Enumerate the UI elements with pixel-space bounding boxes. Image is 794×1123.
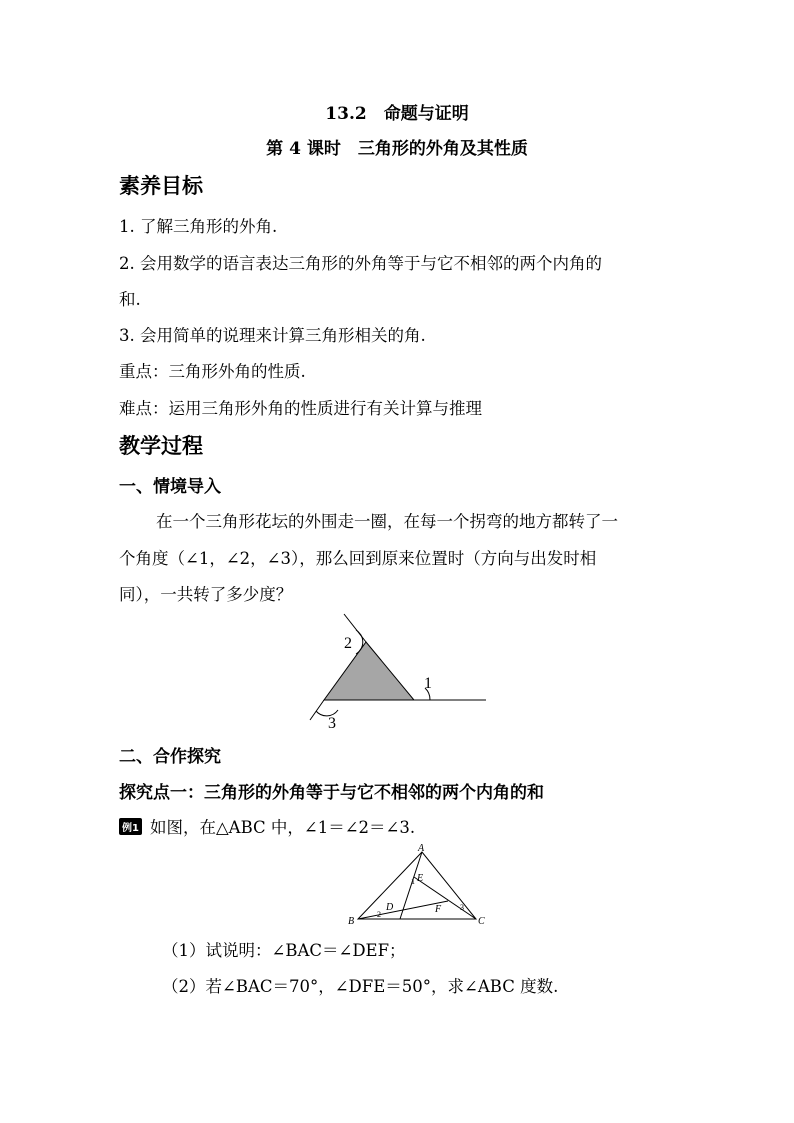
angle-label-1: 1 [424,675,432,692]
vertex-B: B [348,916,355,927]
angle-label-3: 3 [328,715,336,732]
angle-mark-2: 2 [377,910,381,919]
section-title: 13.2 命题与证明 [325,104,469,124]
goals-heading: 素养目标 [119,174,203,198]
angle-mark-1: 1 [411,877,415,886]
goal-item-2: 2. 会用数学的语言表达三角形的外角等于与它不相邻的两个内角的 [119,254,602,273]
question-2: （2）若∠BAC＝70°，∠DFE＝50°，求∠ABC 度数. [162,977,559,996]
shaded-triangle [324,642,414,700]
example-line [119,814,415,838]
exterior-angle-figure [300,608,500,738]
goal-item-2-cont: 和. [119,290,141,309]
part1-title: 一、情境导入 [119,477,221,497]
question-1: （1）试说明：∠BAC＝∠DEF； [162,941,406,960]
part1-line-2: 个角度（∠1，∠2，∠3），那么回到原来位置时（方向与出发时相 [119,549,597,568]
point1-title: 探究点一：三角形的外角等于与它不相邻的两个内角的和 [119,783,544,803]
process-heading: 教学过程 [119,434,203,458]
goal-item-1: 1. 了解三角形的外角. [119,217,278,236]
part2-title: 二、合作探究 [119,747,221,767]
example-text: 如图，在△ABC 中，∠1＝∠2＝∠3. [149,818,416,837]
key-point: 重点：三角形外角的性质. [119,362,306,381]
goal-item-3: 3. 会用简单的说理来计算三角形相关的角. [119,326,426,345]
vertex-C: C [478,916,485,927]
point-E: E [417,873,424,884]
part1-line-1: 在一个三角形花坛的外围走一圈，在每一个拐弯的地方都转了一 [156,512,618,531]
point-F: F [435,904,442,915]
difficulty: 难点：运用三角形外角的性质进行有关计算与推理 [119,399,482,418]
triangle-abc-figure [340,840,490,930]
point-D: D [386,902,394,913]
part1-line-3: 同），一共转了多少度？ [119,585,293,604]
lesson-title: 第 4 课时 三角形的外角及其性质 [266,139,528,159]
angle-label-2: 2 [344,635,352,652]
angle-mark-3: 3 [460,903,464,912]
example-badge: 例1 [119,818,142,835]
vertex-A: A [418,843,425,854]
